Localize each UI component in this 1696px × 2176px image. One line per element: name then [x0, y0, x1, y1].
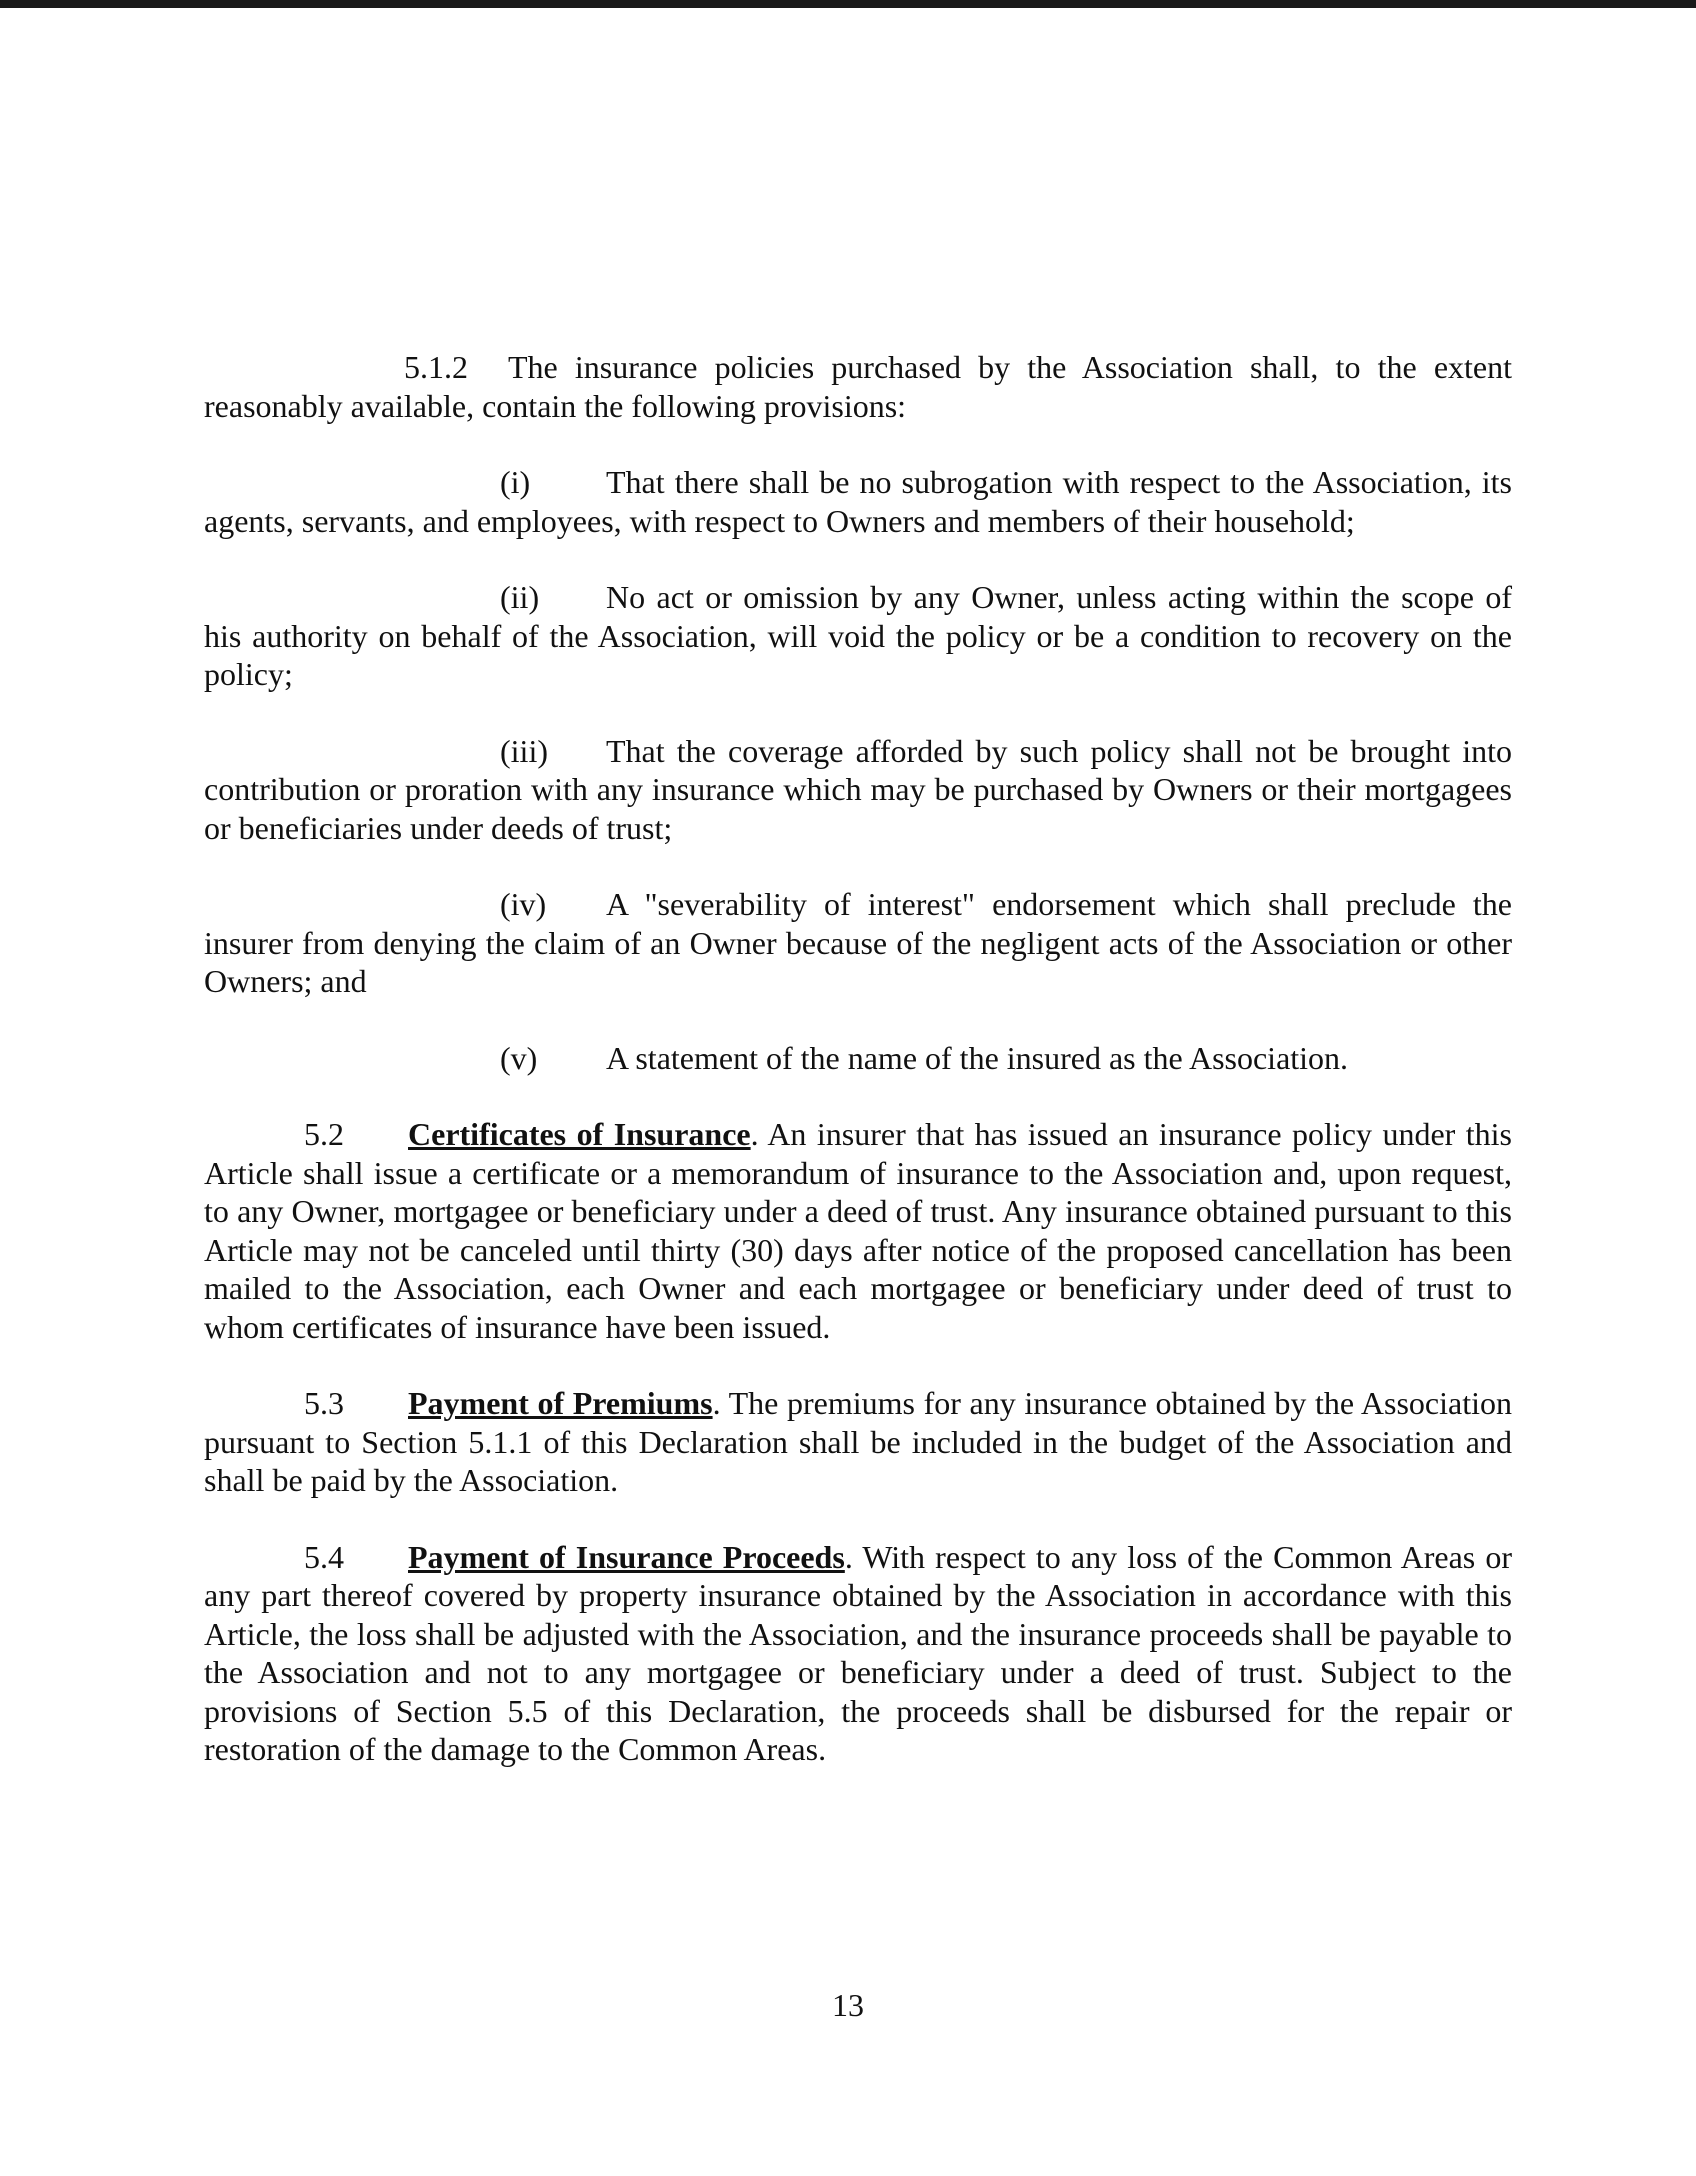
section-number: 5.4 — [304, 1538, 344, 1575]
provision-label: (iii) — [500, 732, 548, 769]
section-number: 5.2 — [304, 1116, 344, 1152]
section-heading: Payment of Insurance Proceeds — [408, 1538, 845, 1575]
section-heading: Certificates of Insurance — [408, 1116, 751, 1152]
page-number: 13 — [832, 1987, 864, 2023]
section-text: . With respect to any loss of the Common Areas or any part thereof covered by property insurance obtained by the Association in accordance with this Article, the loss shall be adjusted with the Association, and the insurance proceeds shall be payable to the Association and not to any mortgagee or beneficiary under a deed of trust. Subject to the provisions of Section 5.5 of this Declaration, the proceeds shall be disbursed for the repair or restoration of the damage to the Common Areas. — [204, 1538, 1513, 1767]
provision-label: (ii) — [500, 579, 540, 615]
section-text: . The premiums for any insurance obtained by the Association pursuant to Section 5.1.1 of this Declaration shall be included in the budget of the Association and shall be paid by the Association. — [204, 1385, 1513, 1498]
section-number: 5.3 — [304, 1385, 344, 1421]
document-page — [204, 348, 1512, 1769]
provision-text: A "severability of interest" endorsement which shall preclude the insurer from denying the claim of an Owner because of the negligent acts of the Association or other Owners; and — [204, 886, 1512, 999]
section-heading: Payment of Premiums — [408, 1385, 713, 1421]
section-5-3 — [204, 1384, 1512, 1500]
provision-label: (iv) — [500, 886, 547, 922]
provision-text: That there shall be no subrogation with respect to the Association, its agents, servants, and employees, with respect to Owners and members of their household; — [204, 464, 1512, 539]
section-5-4 — [204, 1538, 1512, 1769]
provision-text: A statement of the name of the insured as the Association. — [606, 1039, 1349, 1076]
provision-item-v — [204, 1039, 1512, 1078]
section-text: . An insurer that has issued an insurance policy under this Article shall issue a certificate or a memorandum of insurance to the Association and, upon request, to any Owner, mortgagee or beneficiary under a deed of trust. Any insurance obtained pursuant to this Article may not be canceled until thirty (30) days after notice of the proposed cancellation has been mailed to the Association, each Owner and each mortgagee or beneficiary under deed of trust to whom certificates of insurance have been issued. — [204, 1116, 1513, 1345]
provision-item-i — [204, 463, 1512, 540]
paragraph-5-1-2 — [204, 348, 1512, 425]
paragraph-number: 5.1.2 — [404, 349, 468, 385]
paragraph-text: The insurance policies purchased by the Association shall, to the extent reasonably available, contain the following provisions: — [204, 349, 1512, 424]
provision-label: (v) — [500, 1039, 538, 1076]
provision-item-iii — [204, 732, 1512, 848]
top-scan-border — [0, 0, 1696, 8]
provision-text: No act or omission by any Owner, unless acting within the scope of his authority on behalf of the Association, will void the policy or be a condition to recovery on the policy; — [204, 579, 1512, 692]
section-5-2 — [204, 1115, 1512, 1346]
provision-item-iv — [204, 885, 1512, 1001]
provision-text: That the coverage afforded by such policy shall not be brought into contribution or proration with any insurance which may be purchased by Owners or their mortgagees or beneficiaries under deeds of trust; — [204, 732, 1512, 846]
provision-item-ii — [204, 578, 1512, 694]
provision-label: (i) — [500, 464, 531, 500]
